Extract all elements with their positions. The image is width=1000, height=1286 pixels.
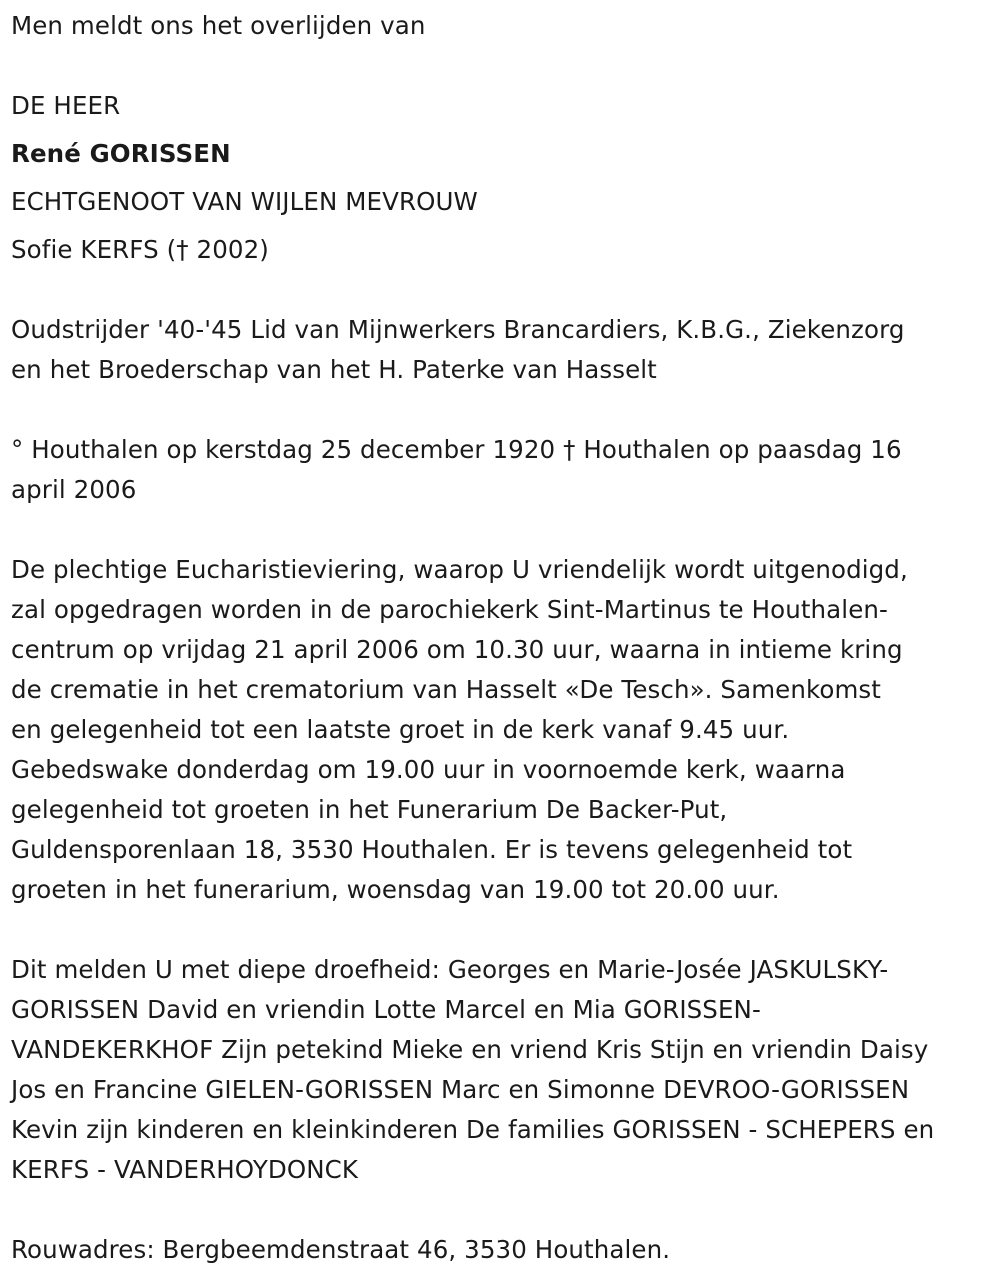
deceased-name: René GORISSEN [11, 139, 231, 168]
biography-line: Oudstrijder '40-'45 Lid van Mijnwerkers Brancardiers, K.B.G., Ziekenzorg [11, 315, 905, 344]
family-line: Dit melden U met diepe droefheid: Georges en Marie-Josée JASKULSKY- [11, 955, 889, 984]
ceremony-line: groeten in het funerarium, woensdag van 19.00 tot 20.00 uur. [11, 875, 780, 904]
family-line: VANDEKERKHOF Zijn petekind Mieke en vriend Kris Stijn en vriendin Daisy [11, 1035, 929, 1064]
spouse-name: Sofie KERFS († 2002) [11, 235, 269, 264]
family-line: KERFS - VANDERHOYDONCK [11, 1155, 359, 1184]
family-paragraph [11, 950, 934, 1190]
ceremony-line: Gebedswake donderdag om 19.00 uur in voornoemde kerk, waarna [11, 755, 846, 784]
ceremony-line: gelegenheid tot groeten in het Funerarium De Backer-Put, [11, 795, 728, 824]
ceremony-line: De plechtige Eucharistieviering, waarop U vriendelijk wordt uitgenodigd, [11, 555, 908, 584]
intro-text: Men meldt ons het overlijden van [11, 11, 426, 40]
life-dates-line: april 2006 [11, 475, 137, 504]
biography-line: en het Broederschap van het H. Paterke van Hasselt [11, 355, 657, 384]
ceremony-line: Guldensporenlaan 18, 3530 Houthalen. Er is tevens gelegenheid tot [11, 835, 853, 864]
life-dates-paragraph [11, 430, 902, 510]
family-line: Kevin zijn kinderen en kleinkinderen De families GORISSEN - SCHEPERS en [11, 1115, 935, 1144]
ceremony-line: en gelegenheid tot een laatste groet in de kerk vanaf 9.45 uur. [11, 715, 790, 744]
life-dates-line: ° Houthalen op kerstdag 25 december 1920 † Houthalen op paasdag 16 [11, 435, 902, 464]
family-line: GORISSEN David en vriendin Lotte Marcel en Mia GORISSEN- [11, 995, 761, 1024]
biography-paragraph [11, 310, 904, 390]
mourning-address: Rouwadres: Bergbeemdenstraat 46, 3530 Houthalen. [11, 1235, 671, 1264]
ceremony-line: centrum op vrijdag 21 april 2006 om 10.30 uur, waarna in intieme kring [11, 635, 903, 664]
ceremony-paragraph [11, 550, 908, 910]
ceremony-line: de crematie in het crematorium van Hasselt «De Tesch». Samenkomst [11, 675, 882, 704]
ceremony-line: zal opgedragen worden in de parochiekerk Sint-Martinus te Houthalen- [11, 595, 888, 624]
honorific-title: DE HEER [11, 91, 121, 120]
spouse-label: ECHTGENOOT VAN WIJLEN MEVROUW [11, 187, 478, 216]
family-line: Jos en Francine GIELEN-GORISSEN Marc en Simonne DEVROO-GORISSEN [11, 1075, 910, 1104]
